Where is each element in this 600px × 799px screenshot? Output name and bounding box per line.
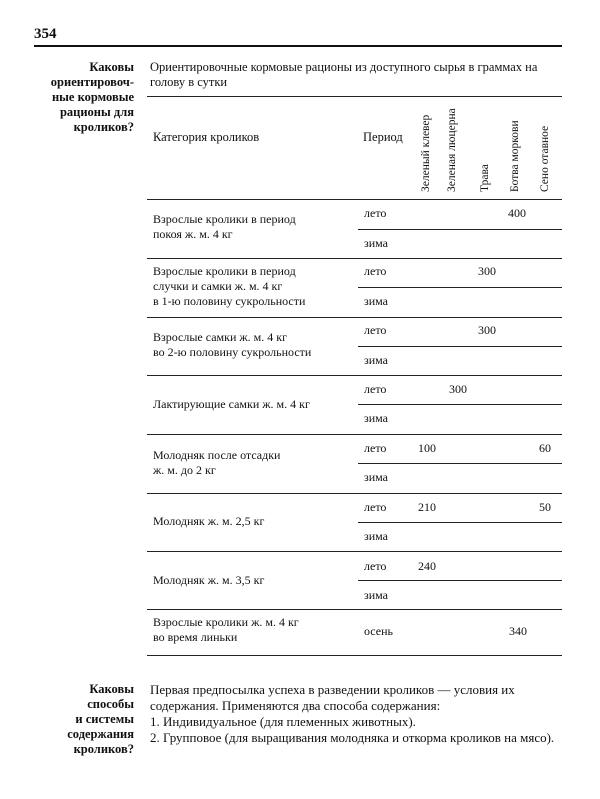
value-cell: 300 bbox=[478, 323, 496, 337]
table-rule bbox=[358, 522, 562, 523]
value-cell: 300 bbox=[478, 264, 496, 278]
value-cell: 100 bbox=[418, 441, 436, 455]
body-text bbox=[150, 682, 562, 746]
body-intro: Первая предпосылка успеха в разведении кроликов — условия их содержания. Применяются два способа содержания: bbox=[150, 682, 515, 713]
period-cell: зима bbox=[364, 470, 388, 484]
period-cell: лето bbox=[364, 264, 387, 278]
table-row-category bbox=[153, 330, 353, 360]
period-cell: лето bbox=[364, 382, 387, 396]
value-cell: 300 bbox=[449, 382, 467, 396]
value-cell: 340 bbox=[509, 624, 527, 638]
table-rule bbox=[147, 317, 562, 318]
table-rule bbox=[147, 493, 562, 494]
category-line: во 2-ю половину сукрольности bbox=[153, 345, 312, 359]
period-cell: зима bbox=[364, 236, 388, 250]
period-cell: зима bbox=[364, 529, 388, 543]
period-cell: лето bbox=[364, 500, 387, 514]
list-item: 2. Групповое (для выращивания молодняка и откорма кроликов на мясо). bbox=[150, 730, 555, 745]
period-cell: лето bbox=[364, 323, 387, 337]
table-rule bbox=[147, 199, 562, 200]
table-rule bbox=[358, 463, 562, 464]
table-rule bbox=[358, 287, 562, 288]
period-cell: зима bbox=[364, 411, 388, 425]
header-grass: Трава bbox=[479, 164, 491, 192]
header-aftermath-hay: Сено отавное bbox=[539, 125, 551, 192]
period-cell: лето bbox=[364, 206, 387, 220]
table-row-category bbox=[153, 264, 353, 309]
page-number: 354 bbox=[34, 26, 57, 42]
category-line: Взрослые кролики в период bbox=[153, 212, 296, 226]
period-cell: лето bbox=[364, 559, 387, 573]
period-cell: осень bbox=[364, 624, 393, 638]
table-rule bbox=[147, 609, 562, 610]
value-cell: 60 bbox=[539, 441, 551, 455]
header-carrot-tops: Ботва моркови bbox=[509, 120, 521, 192]
table-rule bbox=[358, 404, 562, 405]
table-rule bbox=[147, 96, 562, 97]
side-heading-line: Каковы bbox=[89, 682, 134, 696]
side-heading-line: Каковы bbox=[89, 60, 134, 74]
table-rule bbox=[358, 346, 562, 347]
header-category: Категория кроликов bbox=[153, 130, 260, 144]
table-rule bbox=[147, 655, 562, 656]
side-heading-line: и системы bbox=[75, 712, 134, 726]
table-row-category bbox=[153, 448, 353, 478]
table-rule bbox=[147, 434, 562, 435]
category-line: Взрослые кролики в период bbox=[153, 264, 296, 278]
table-rule bbox=[358, 580, 562, 581]
side-heading-housing bbox=[34, 682, 134, 757]
side-heading-line: рационы для bbox=[59, 105, 134, 119]
category-line: Взрослые самки ж. м. 4 кг bbox=[153, 330, 288, 344]
side-heading-line: содержания bbox=[67, 727, 134, 741]
header-period: Период bbox=[363, 130, 403, 144]
header-green-clover: Зеленый клевер bbox=[420, 114, 432, 192]
table-rule bbox=[358, 229, 562, 230]
value-cell: 400 bbox=[508, 206, 526, 220]
table-row-category bbox=[153, 615, 353, 645]
side-heading-line: способы bbox=[87, 697, 134, 711]
side-heading-feed-rations bbox=[34, 60, 134, 135]
list-item: 1. Индивидуальное (для племенных животных). bbox=[150, 714, 416, 729]
table-rule bbox=[147, 375, 562, 376]
table-caption: Ориентировочные кормовые рационы из доступного сырья в граммах на голову в сутки bbox=[150, 60, 538, 89]
table-rule bbox=[147, 551, 562, 552]
period-cell: зима bbox=[364, 353, 388, 367]
category-line: покоя ж. м. 4 кг bbox=[153, 227, 233, 241]
header-green-alfalfa: Зеленая люцерна bbox=[446, 108, 458, 192]
period-cell: лето bbox=[364, 441, 387, 455]
top-rule bbox=[34, 45, 562, 47]
side-heading-line: ные кормовые bbox=[51, 90, 134, 104]
category-line: ж. м. до 2 кг bbox=[153, 463, 216, 477]
side-heading-line: кроликов? bbox=[73, 120, 134, 134]
side-heading-line: кроликов? bbox=[73, 742, 134, 756]
table-row-category bbox=[153, 212, 353, 242]
category-line: Молодняк после отсадки bbox=[153, 448, 281, 462]
table-row-category bbox=[153, 573, 353, 588]
table-row-category bbox=[153, 397, 353, 412]
category-line: Молодняк ж. м. 2,5 кг bbox=[153, 514, 265, 528]
value-cell: 210 bbox=[418, 500, 436, 514]
value-cell: 50 bbox=[539, 500, 551, 514]
period-cell: зима bbox=[364, 588, 388, 602]
category-line: случки и самки ж. м. 4 кг bbox=[153, 279, 283, 293]
category-line: Лактирующие самки ж. м. 4 кг bbox=[153, 397, 310, 411]
category-line: во время линьки bbox=[153, 630, 238, 644]
category-line: в 1-ю половину сукрольности bbox=[153, 294, 306, 308]
table-rule bbox=[147, 258, 562, 259]
category-line: Молодняк ж. м. 3,5 кг bbox=[153, 573, 265, 587]
side-heading-line: ориентировоч- bbox=[50, 75, 134, 89]
table-row-category bbox=[153, 514, 353, 529]
value-cell: 240 bbox=[418, 559, 436, 573]
period-cell: зима bbox=[364, 294, 388, 308]
category-line: Взрослые кролики ж. м. 4 кг bbox=[153, 615, 299, 629]
